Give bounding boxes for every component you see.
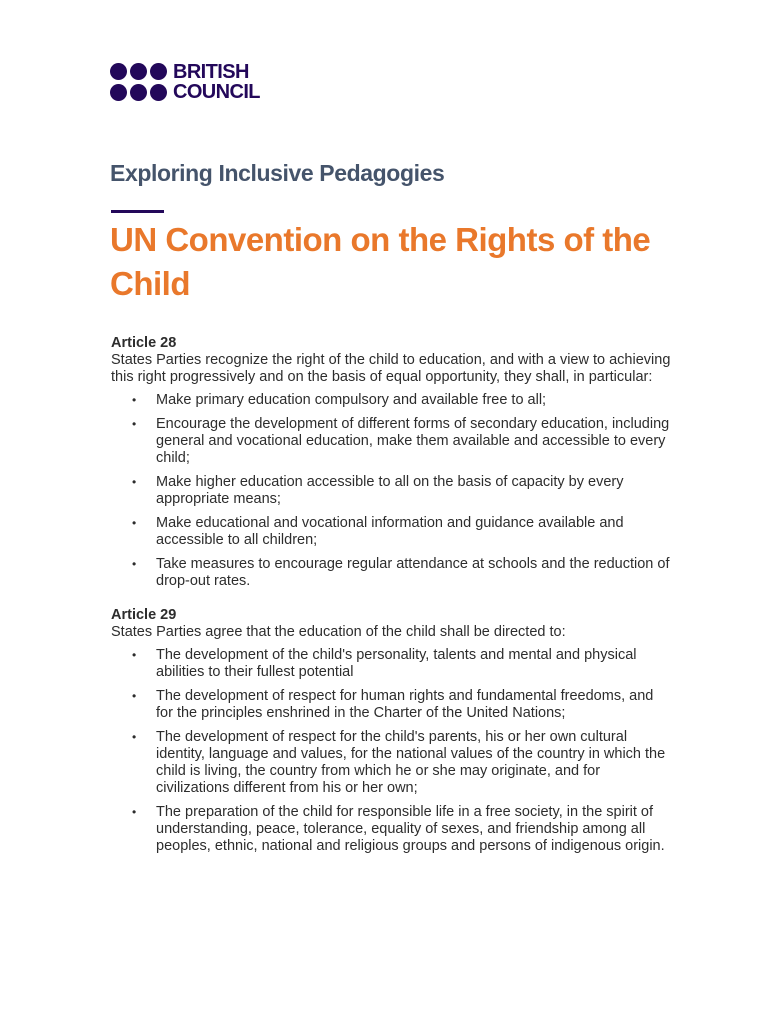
list-item [111, 804, 671, 855]
list-item-text: The development of the child's personality, talents and mental and physical abilities to their fullest potential [156, 647, 637, 680]
bullet-icon: • [132, 475, 137, 489]
logo-line-2: COUNCIL [173, 81, 260, 103]
list-item-text: Make primary education compulsory and available free to all; [156, 392, 547, 408]
article-intro: States Parties agree that the education of the child shall be directed to: [111, 624, 566, 640]
list-item [111, 474, 671, 508]
list-item [111, 729, 671, 797]
list-item [111, 647, 671, 681]
list-item-text: Make educational and vocational information and guidance available and accessible to all children; [156, 515, 624, 548]
article-28-list [111, 392, 671, 590]
article-heading: Article 28 [111, 335, 177, 351]
title-divider [111, 210, 164, 213]
article-29-list [111, 647, 671, 855]
list-item [111, 688, 671, 722]
article-29-section [111, 607, 671, 855]
bullet-icon: • [132, 648, 137, 662]
series-title: Exploring Inclusive Pedagogies [110, 160, 445, 186]
bullet-icon: • [132, 417, 137, 431]
list-item-text: The preparation of the child for responsible life in a free society, in the spirit of understanding, peace, tolerance, equality of sexes, and friendship among all peoples, ethnic, national and religious groups and persons of indigenous origin. [156, 804, 665, 854]
british-council-logo [110, 61, 260, 103]
article-intro: States Parties recognize the right of the child to education, and with a view to achieving this right progressively and on the basis of equal opportunity, they shall, in particular: [111, 352, 671, 385]
bullet-icon: • [132, 557, 137, 571]
bullet-icon: • [132, 393, 137, 407]
document-body [111, 335, 671, 862]
article-28-section [111, 335, 671, 590]
list-item-text: The development of respect for the child's parents, his or her own cultural identity, language and values, for the national values of the country in which the child is living, the country from which he or she may originate, and for civilizations different from his or her own; [156, 729, 666, 796]
list-item-text: The development of respect for human rights and fundamental freedoms, and for the principles enshrined in the Charter of the United Nations; [156, 688, 654, 721]
list-item [111, 556, 671, 590]
list-item [111, 416, 671, 467]
logo-wordmark [173, 62, 260, 102]
list-item-text: Take measures to encourage regular attendance at schools and the reduction of drop-out rates. [156, 556, 670, 589]
page-title: UN Convention on the Rights of the Child [110, 221, 651, 302]
list-item-text: Make higher education accessible to all on the basis of capacity by every appropriate means; [156, 474, 624, 507]
bullet-icon: • [132, 516, 137, 530]
bullet-icon: • [132, 805, 137, 819]
bullet-icon: • [132, 689, 137, 703]
logo-dots-icon [110, 63, 167, 101]
bullet-icon: • [132, 730, 137, 744]
list-item-text: Encourage the development of different forms of secondary education, including general and vocational education, make them available and accessible to every child; [156, 416, 670, 466]
list-item [111, 515, 671, 549]
list-item [111, 392, 671, 409]
article-heading: Article 29 [111, 607, 177, 623]
logo-line-1: BRITISH [173, 61, 249, 83]
